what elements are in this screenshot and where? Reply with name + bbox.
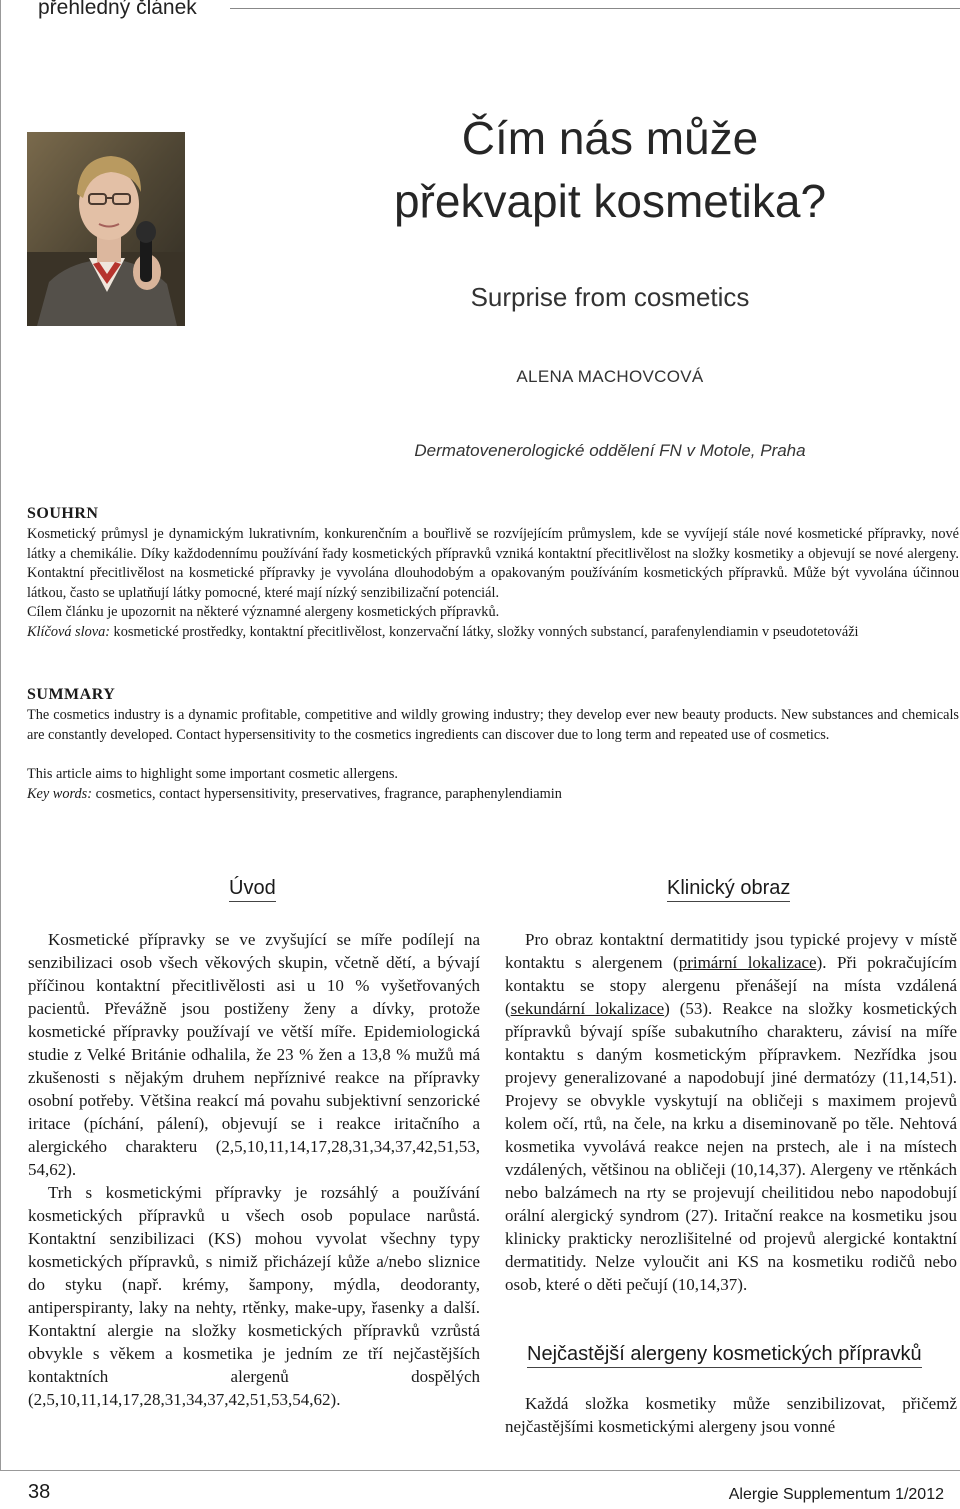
section-heading-uvod: Úvod <box>229 876 276 902</box>
summary-keywords <box>27 785 959 805</box>
klinicky-text-part: ) (53). Reakce na složky kosmetických přípravků bývají spíše subakutního charakteru, závisí na míře kontaktu s daným kosmetickým přípravkem. Nezřídka jsou projevy generalizované a napodobují jiné dermatózy (11,14,51). Projevy se obvykle vyskytují na obličeji s maximem projevů kolem očí, rtů, na čele, na krku a diseminovaně po těle. Nehtová kosmetika vyvolává reakce nejen na prstech, ale i na místech vzdálených, většinou na obličeji (10,14,37). Alergeny ve rtěnkách nebo balzámech na rty se projevují cheilitidou nebo napodobují orální alergický syndrom (27). Iritační reakce na kosmetiku jsou klinicky prakticky nerozlišitelné od projevů alergické kontaktní dermatitidy. Nelze vyloučit ani KS na kosmetiku rodičů nebo osob, které o děti pečují (10,14,37). <box>505 999 957 1294</box>
uvod-paragraph-2: Trh s kosmetickými přípravky je rozsáhlý a používání kosmetických přípravků u všech osob populace narůstá. Kontaktní senzibilizaci (KS) mohou vyvolat všechny typy kosmetických přípravků, s nimiž přicházejí kůže a/nebo sliznice do styku (např. krémy, šampony, mýdla, deodoranty, antiperspiranty, laky na nehty, rtěnky, make-upy, řasenky a další. Kontaktní alergie na složky kosmetických přípravků vzrůstá obvykle s věkem a kosmetika je jedním ze tří nejčastějších kontaktních alergenů dospělých (2,5,10,11,14,17,28,31,34,37,42,51,53,54,62). <box>28 1183 480 1409</box>
klinicky-text-part: ). Při pokračujícím kontaktu se stopy alergenu přenášejí na místa vzdálená ( <box>505 953 957 1018</box>
summary-keywords-list: cosmetics, contact hypersensitivity, preservatives, fragrance, paraphenylendiamin <box>92 786 562 802</box>
summary-aim: This article aims to highlight some important cosmetic allergens. <box>27 766 398 782</box>
allergens-body <box>505 1392 957 1438</box>
uvod-body <box>28 928 480 1411</box>
klinicky-text-part: Pro obraz kontaktní dermatitidy jsou typické projevy v místě kontaktu s alergenem ( <box>505 930 957 972</box>
souhrn-heading: SOUHRN <box>27 505 99 522</box>
klinicky-paragraph-1 <box>505 928 957 1296</box>
souhrn-aim: Cílem článku je upozornit na některé významné alergeny kosmetických přípravků. <box>27 604 500 620</box>
page-number: 38 <box>28 1481 51 1503</box>
term-primary-localization: primární lokalizace <box>678 953 817 972</box>
uvod-paragraph-1: Kosmetické přípravky se ve zvyšující se míře podílejí na senzibilizaci osob všech věkových skupin, včetně dětí, a bývají příčinou kontaktní přecitlivělosti asi u 10 % vyšetřovaných pacientů. Převážně jsou postiženy ženy a dívky, protože kosmetické přípravky používají ve větší míře. Epidemiologická studie z Velké Británie odhalila, že 23 % žen a 13,8 % mužů má zkušenosti s nějakým druhem nepříznivé reakce na přípravky osobní potřeby. Většina reakcí má povahu subjektivní senzorické iritace (píchání, pálení), objevují se i reakce iritačního a alergického charakteru (2,5,10,11,14,17,28,31,34,37,42,51,53, 54,62). <box>28 930 480 1179</box>
section-heading-allergens: Nejčastější alergeny kosmetických přípravků <box>527 1342 922 1368</box>
header-rule <box>230 8 960 9</box>
summary-keywords-label: Key words: <box>27 786 92 802</box>
souhrn-text: Kosmetický průmysl je dynamickým lukrativním, konkurenčním a bouřlivě se rozvíjejícím průmyslem, kde se vyvíjejí stále nové kosmetické přípravky, nové látky a chemikálie. Díky každodennímu používání řady kosmetických přípravků vzniká kontaktní přecitlivělost na složky kosmetiky a objevují se nové alergeny. Kontaktní přecitlivělost na kosmetické přípravky je vyvolána dlouhodobým a opakovaným používáním kosmetických přípravků. Může být vyvolána účinnou látkou, často se uplatňují látky pomocné, které mají nízký senzibilizační potenciál. <box>27 526 959 601</box>
page-frame-line <box>0 0 1 1470</box>
summary-text: The cosmetics industry is a dynamic profitable, competitive and wildly growing industry; they develop ever new beauty products. New substances and chemicals are constantly developed. Contact hypersensitivity to the cosmetics ingredients can discover due to long term and repeated use of cosmetics. <box>27 707 959 743</box>
term-secondary-localization: sekundární lokalizace <box>510 999 665 1018</box>
klinicky-body <box>505 928 957 1296</box>
souhrn-keywords-list: kosmetické prostředky, kontaktní přecitlivělost, konzervační látky, složky vonných substancí, parafenylendiamin v pseudotetováži <box>109 624 859 640</box>
article-title-line-2: překvapit kosmetika? <box>393 175 827 227</box>
section-heading-klinicky-obraz: Klinický obraz <box>667 876 790 902</box>
souhrn-keywords <box>27 623 959 643</box>
article-title-line-1: Čím nás může <box>461 112 759 164</box>
section-label: přehledný článek <box>38 0 197 19</box>
souhrn-keywords-label: Klíčová slova: <box>27 624 110 640</box>
journal-reference: Alergie Supplementum 1/2012 <box>728 1486 944 1503</box>
author-photo <box>27 132 185 326</box>
summary-heading: SUMMARY <box>27 686 116 703</box>
author-affiliation: Dermatovenerologické oddělení FN v Motole, Praha <box>414 441 806 460</box>
english-subtitle: Surprise from cosmetics <box>470 282 750 312</box>
allergens-paragraph-1: Každá složka kosmetiky může senzibilizovat, přičemž nejčastějšími kosmetickými alergeny jsou vonné <box>505 1394 957 1436</box>
footer-rule <box>0 1470 960 1471</box>
author-name: ALENA MACHOVCOVÁ <box>516 367 704 386</box>
